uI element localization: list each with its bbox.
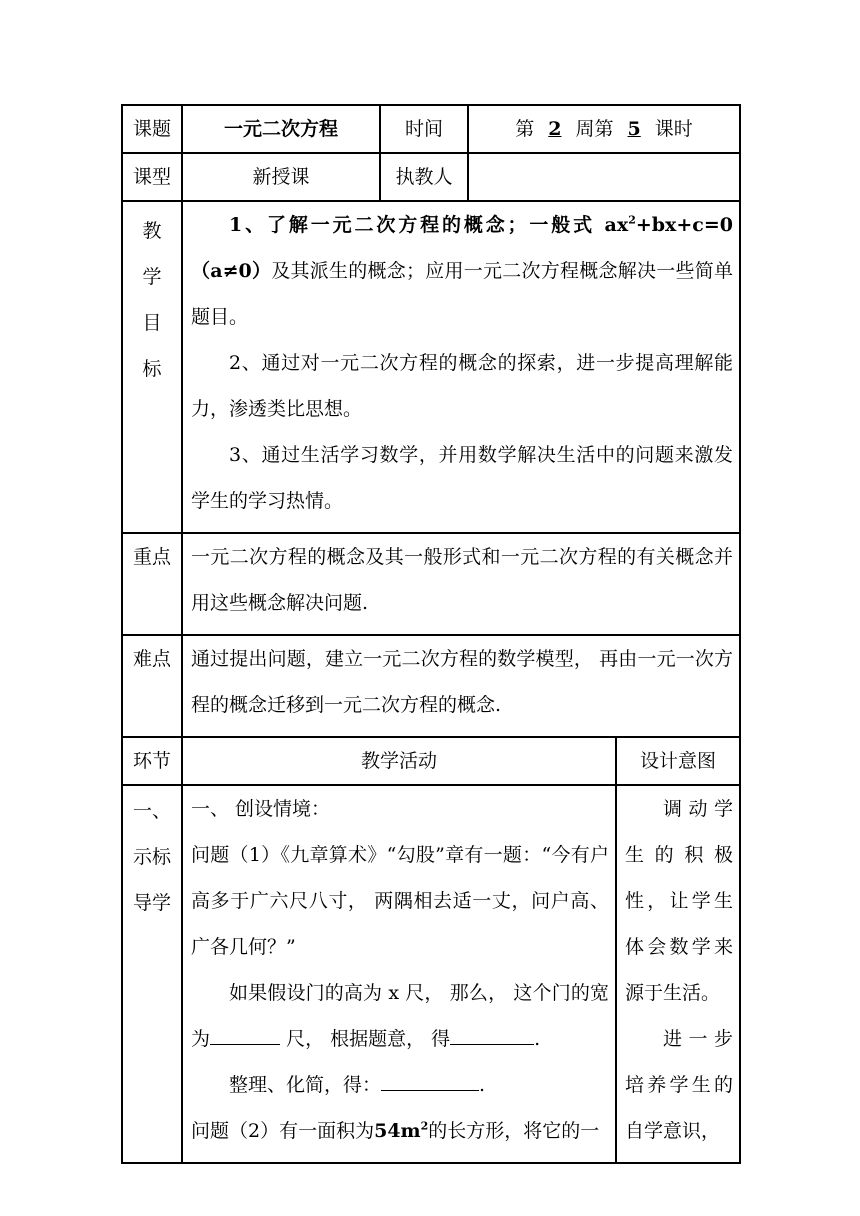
key-point-text: 一元二次方程的概念及其一般形式和一元二次方程的有关概念并用这些概念解决问题. [182, 533, 740, 635]
time-mid: 周第 [575, 118, 614, 140]
activity-header-row [122, 737, 740, 785]
topic-value: 一元二次方程 [182, 105, 380, 153]
time-label: 时间 [380, 105, 468, 153]
objective-item-3: 3、通过生活学习数学，并用数学解决生活中的问题来激发学生的学习热情。 [191, 444, 734, 512]
activity-header: 教学活动 [182, 737, 616, 785]
time-prefix: 第 [515, 118, 535, 140]
type-value: 新授课 [182, 153, 380, 201]
topic-label: 课题 [122, 105, 182, 153]
stage-1-label [122, 785, 182, 1163]
stage-1-label-line: 示标 [132, 846, 171, 868]
stage-header: 环节 [122, 737, 182, 785]
stage-1-intent [616, 785, 740, 1163]
objectives-content [182, 201, 740, 533]
teacher-value [468, 153, 740, 201]
teacher-label: 执教人 [380, 153, 468, 201]
difficulty-label: 难点 [122, 635, 182, 737]
simplify-text: 整理、化简，得： . [191, 1062, 609, 1108]
topic-row [122, 105, 740, 153]
week-number: 2 [548, 118, 562, 140]
key-point-label: 重点 [122, 533, 182, 635]
stage-1-row [122, 785, 740, 1163]
simplify-blank[interactable] [381, 1070, 479, 1091]
stage-1-label-line: 导学 [132, 892, 171, 914]
lesson-plan-table [121, 104, 741, 1164]
objective-item-2: 2、通过对一元二次方程的概念的探索，进一步提高理解能力，渗透类比思想。 [191, 352, 734, 420]
intent-paragraph-2: 进一步培养学生的自学意识， [625, 1028, 734, 1142]
stage-1-heading: 一、 创设情境： [191, 798, 331, 820]
type-row [122, 153, 740, 201]
objectives-label [122, 201, 182, 533]
time-value [468, 105, 740, 153]
key-point-row [122, 533, 740, 635]
stage-1-activity [182, 785, 616, 1163]
equation-blank[interactable] [450, 1024, 534, 1045]
objectives-label-char: 标 [142, 358, 162, 380]
objectives-label-char: 目 [142, 312, 162, 334]
objective-item-1: 1、了解一元二次方程的概念；一般式 $ax^2+bx+c=0(a\ne 0)$及其派生的概念；应用一元二次方程概念解决一些简单题目。 [191, 213, 734, 328]
objectives-label-char: 学 [142, 266, 162, 288]
objectives-row [122, 201, 740, 533]
intent-paragraph-1: 调动学生的积极性，让学生体会数学来源于生活。 [625, 798, 734, 1004]
period-number: 5 [627, 118, 641, 140]
stage-1-label-line: 一、 [132, 800, 171, 822]
time-suffix: 课时 [654, 118, 693, 140]
width-blank[interactable] [210, 1024, 280, 1045]
objectives-label-char: 教 [142, 220, 162, 242]
difficulty-text: 通过提出问题，建立一元二次方程的数学模型， 再由一元一次方程的概念迁移到一元二次方程的概念. [182, 635, 740, 737]
problem-1-text: 问题（1）《九章算术》“勾股”章有一题：“今有户高多于广六尺八寸， 两隅相去适一丈，问户高、广各几何？” [191, 844, 609, 958]
difficulty-row [122, 635, 740, 737]
intent-header: 设计意图 [616, 737, 740, 785]
assume-text: 如果假设门的高为 x 尺， 那么， 这个门的宽为 尺， 根据题意， 得 . [191, 982, 609, 1050]
problem-2-text: 问题（2）有一面积为$54m^2$的长方形，将它的一 [191, 1119, 600, 1142]
type-label: 课型 [122, 153, 182, 201]
